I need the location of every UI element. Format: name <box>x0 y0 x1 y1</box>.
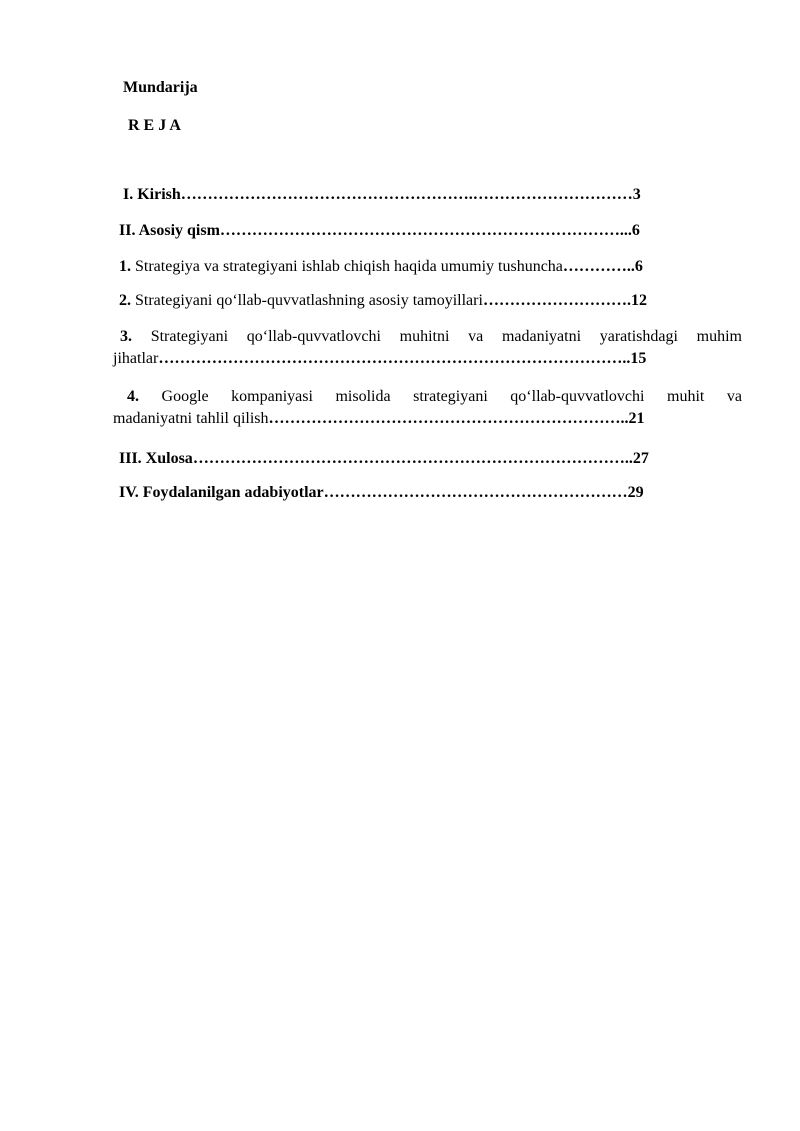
toc-entry-number: 2. <box>119 292 131 309</box>
toc-leader-dots: …………………………………………………………………………….. <box>158 350 631 367</box>
toc-entry-label: Strategiyani qo‘llab-quvvatlovchi muhitni va madaniyatni yaratishdagi muhim <box>132 328 742 345</box>
toc-leader-dots: ……………………………………………….………………………… <box>180 186 633 203</box>
toc-page-number: 12 <box>630 292 647 309</box>
toc-entry-3 <box>113 326 742 370</box>
toc-entry-label: IV. Foydalanilgan adabiyotlar <box>119 484 324 501</box>
toc-page-number: 6 <box>634 258 643 275</box>
toc-entry-kirish <box>123 185 641 205</box>
toc-entry-2 <box>119 291 647 311</box>
toc-page-number: 15 <box>630 350 647 367</box>
toc-entry-adabiyotlar <box>119 483 644 503</box>
toc-entry-4 <box>113 386 742 430</box>
toc-page-number: 6 <box>631 222 640 239</box>
toc-page-number: 21 <box>628 410 645 427</box>
toc-entry-asosiy <box>119 221 640 241</box>
toc-entry-label-continued: madaniyatni tahlil qilish <box>113 410 269 427</box>
toc-leader-dots: ……………………………………………………………………….. <box>192 450 633 467</box>
toc-leader-dots: ………….. <box>562 258 635 275</box>
toc-entry-label-continued: jihatlar <box>113 350 159 367</box>
toc-entry-label: III. Xulosa <box>119 450 193 467</box>
toc-entry-number: 3. <box>120 328 132 345</box>
toc-leader-dots: ………………………………………………………….. <box>268 410 629 427</box>
toc-entry-number: 1. <box>119 258 131 275</box>
toc-page-number: 3 <box>632 186 641 203</box>
page-subtitle: R E J A <box>128 117 181 134</box>
toc-leader-dots: ………………………. <box>482 292 631 309</box>
toc-entry-1 <box>119 257 643 277</box>
toc-page-number: 27 <box>632 450 649 467</box>
page-title: Mundarija <box>123 79 198 96</box>
toc-page-number: 29 <box>627 484 644 501</box>
toc-entry-label: II. Asosiy qism <box>119 222 220 239</box>
toc-entry-label: Strategiyani qo‘llab-quvvatlashning asosiy tamoyillari <box>131 292 483 309</box>
toc-leader-dots: ………………………………………………… <box>323 484 628 501</box>
toc-entry-label: Google kompaniyasi misolida strategiyani qo‘llab-quvvatlovchi muhit va <box>139 388 742 405</box>
toc-entry-label: I. Kirish <box>123 186 181 203</box>
toc-leader-dots: …………………………………………………………………... <box>219 222 632 239</box>
toc-entry-number: 4. <box>127 388 139 405</box>
toc-entry-xulosa <box>119 449 649 469</box>
toc-entry-label: Strategiya va strategiyani ishlab chiqish haqida umumiy tushuncha <box>131 258 563 275</box>
